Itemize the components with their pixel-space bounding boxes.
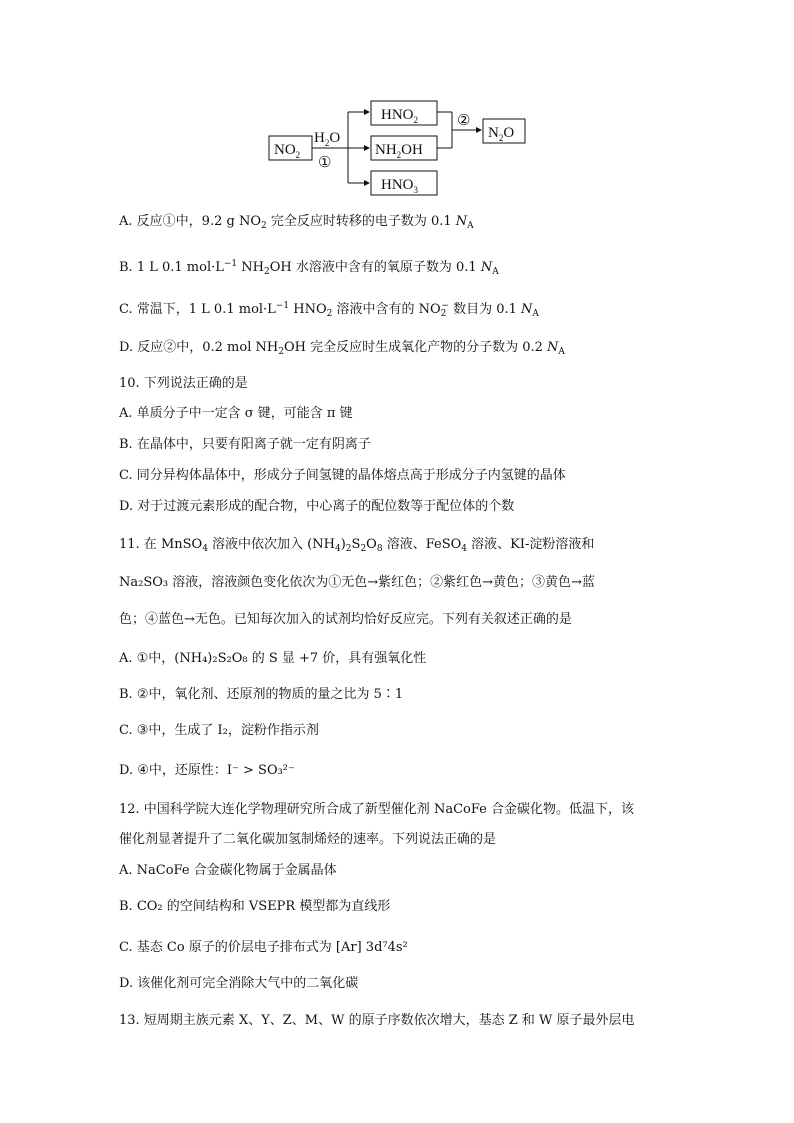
q10-option-c: C. 同分异构体晶体中，形成分子间氢键的晶体熔点高于形成分子内氢键的晶体 <box>119 468 566 483</box>
n2o-label: $N_2O$ <box>488 125 515 143</box>
q11-stem-line1: 11. 在 MnSO$_4$ 溶液中依次加入 $(NH_4)_2S_2O_8$ 溶液、FeSO$_4$ 溶液、KI-淀粉溶液和 <box>119 537 595 554</box>
q9-option-c: C. 常温下，1 L 0.1 $mol\cdot L^{-1}$ $HNO_2$ 溶液中含有的 $NO_2^-$ 数目为 0.1 $N_A$ <box>119 301 539 319</box>
q9-option-b: B. 1 L 0.1 $mol\cdot L^{-1}$ $NH_2OH$ 水溶液中含有的氧原子数为 0.1 $N_A$ <box>119 259 499 277</box>
hno3-label: $HNO_3$ <box>381 177 418 195</box>
q11-option-c: C. ③中，生成了 I₂，淀粉作指示剂 <box>119 723 319 738</box>
reaction-diagram <box>0 0 794 210</box>
q11-stem-line3: 色；④蓝色→无色。已知每次加入的试剂均恰好反应完。下列有关叙述正确的是 <box>119 612 572 627</box>
q9-option-a: A. 反应①中，9.2 g $NO_2$ 完全反应时转移的电子数为 0.1 $N_A$ <box>119 214 474 231</box>
q10-option-a: A. 单质分子中一定含 σ 键，可能含 π 键 <box>119 406 353 421</box>
q9-option-d: D. 反应②中，0.2 mol $NH_2OH$ 完全反应时生成氧化产物的分子数为 0.2 $N_A$ <box>119 340 565 357</box>
q11-option-a: A. ①中，(NH₄)₂S₂O₈ 的 S 显 +7 价，具有强氧化性 <box>119 651 427 666</box>
no2-label: $NO_2$ <box>274 142 301 160</box>
h2o-label: $H_2O$ <box>314 130 341 148</box>
q12-option-c: C. 基态 Co 原子的价层电子排布式为 [Ar] 3d⁷4s² <box>119 940 408 955</box>
q11-option-d: D. ④中，还原性：I⁻ > SO₃²⁻ <box>119 763 295 778</box>
q11-stem-line2: Na₂SO₃ 溶液，溶液颜色变化依次为①无色→紫红色；②紫红色→黄色；③黄色→蓝 <box>119 575 595 590</box>
q10-option-d: D. 对于过渡元素形成的配合物，中心离子的配位数等于配位体的个数 <box>119 499 515 514</box>
q10-option-b: B. 在晶体中，只要有阳离子就一定有阴离子 <box>119 437 371 452</box>
q12-option-b: B. CO₂ 的空间结构和 VSEPR 模型都为直线形 <box>119 899 391 914</box>
step2-label: ② <box>457 113 471 129</box>
q12-stem-line2: 催化剂显著提升了二氧化碳加氢制烯烃的速率。下列说法正确的是 <box>119 832 497 847</box>
hno2-label: $HNO_2$ <box>381 107 418 125</box>
step1-label: ① <box>318 155 332 171</box>
q12-option-d: D. 该催化剂可完全消除大气中的二氧化碳 <box>119 976 359 991</box>
q11-option-b: B. ②中，氧化剂、还原剂的物质的量之比为 5∶1 <box>119 687 404 702</box>
q10-stem: 10. 下列说法正确的是 <box>119 376 248 391</box>
q12-option-a: A. NaCoFe 合金碳化物属于金属晶体 <box>119 863 337 878</box>
q13-stem-line1: 13. 短周期主族元素 X、Y、Z、M、W 的原子序数依次增大，基态 Z 和 W 原子最外层电 <box>119 1013 635 1028</box>
q12-stem-line1: 12. 中国科学院大连化学物理研究所合成了新型催化剂 NaCoFe 合金碳化物。低温下，该 <box>119 802 634 817</box>
nh2oh-label: $NH_2OH$ <box>375 142 423 160</box>
